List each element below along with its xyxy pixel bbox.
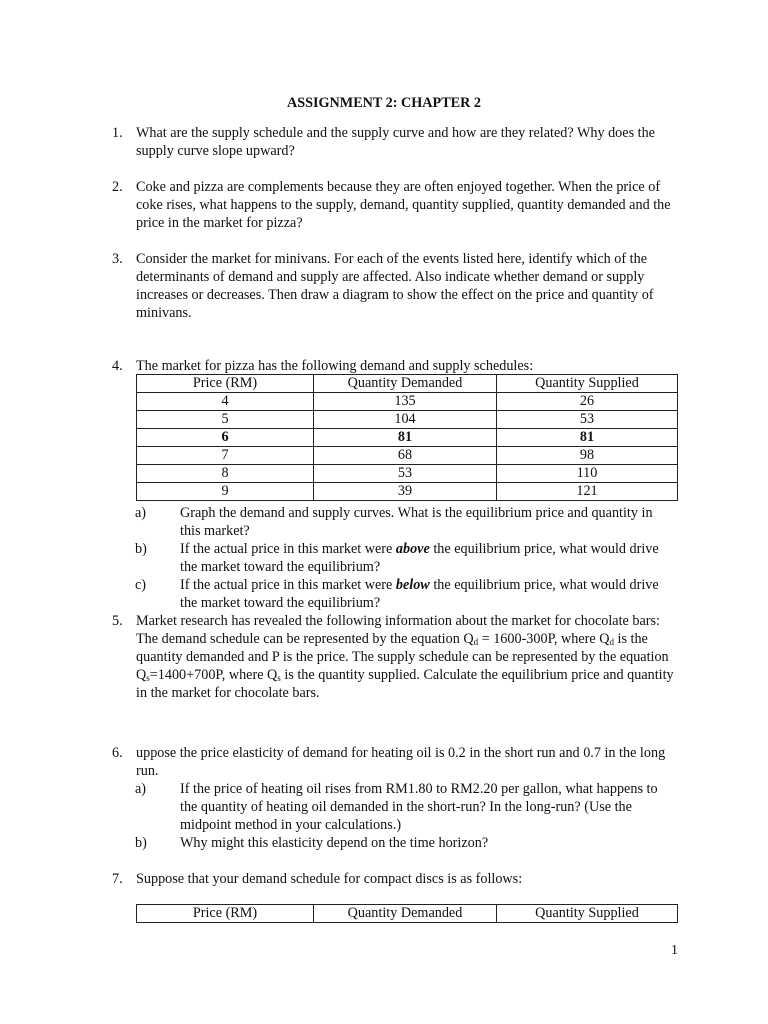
table-cell: 9 <box>137 483 314 501</box>
table-row <box>137 411 678 429</box>
question-text: The market for pizza has the following demand and supply schedules: <box>136 358 534 374</box>
question-6-part-b <box>135 834 675 852</box>
table-cell: 4 <box>137 393 314 411</box>
question-2 <box>112 178 677 232</box>
question-text: Suppose that your demand schedule for compact discs is as follows: <box>136 871 523 887</box>
table-cell: 7 <box>137 447 314 465</box>
question-text: What are the supply schedule and the supply curve and how are they related? Why does the supply curve slope upward? <box>136 125 655 159</box>
part-label: c) <box>135 577 147 593</box>
question-6-part-a <box>135 780 675 834</box>
question-1 <box>112 124 677 160</box>
part-label: a) <box>135 505 147 521</box>
table-cell: 8 <box>137 465 314 483</box>
table-cell: 121 <box>497 483 678 501</box>
table-cell: 53 <box>314 465 497 483</box>
table-header-row <box>137 375 678 393</box>
question-text: Coke and pizza are complements because they are often enjoyed together. When the price of coke rises, what happens to the supply, demand, quantity supplied, quantity demanded and the price in the market for pizza? <box>136 179 671 231</box>
table-cell: 81 <box>314 429 497 447</box>
table-cell: 39 <box>314 483 497 501</box>
table-row <box>137 393 678 411</box>
question-7 <box>112 870 677 888</box>
part-text: Graph the demand and supply curves. What is the equilibrium price and quantity in this market? <box>180 505 653 539</box>
table-cell: 53 <box>497 411 678 429</box>
question-5 <box>112 612 677 702</box>
part-text: If the actual price in this market were below the equilibrium price, what would drive the market toward the equilibrium? <box>180 577 659 611</box>
column-header: Quantity Supplied <box>497 375 678 393</box>
column-header: Price (RM) <box>137 905 314 923</box>
question-text: Consider the market for minivans. For each of the events listed here, identify which of the determinants of demand and supply are affected. Also indicate whether demand or supply increases or decreases. Then draw a diagram to show the effect on the price and quantity of minivans. <box>136 251 654 321</box>
question-number: 3. <box>112 251 123 267</box>
question-number: 1. <box>112 125 123 141</box>
table-row <box>137 465 678 483</box>
question-number: 2. <box>112 179 123 195</box>
question-number: 4. <box>112 358 123 374</box>
question-text: uppose the price elasticity of demand for heating oil is 0.2 in the short run and 0.7 in the long run. <box>136 745 666 779</box>
part-label: b) <box>135 835 147 851</box>
table-header-row <box>137 905 678 923</box>
table-cell: 81 <box>497 429 678 447</box>
question-4-part-b <box>135 540 675 576</box>
table-cell: 98 <box>497 447 678 465</box>
question-4 <box>112 357 677 375</box>
question-number: 5. <box>112 613 123 629</box>
question-number: 6. <box>112 745 123 761</box>
table-row <box>137 447 678 465</box>
emphasis-text: above <box>395 541 430 557</box>
question-4-part-a <box>135 504 675 540</box>
table-cell: 6 <box>137 429 314 447</box>
compact-disc-schedule-table <box>136 904 678 923</box>
column-header: Quantity Demanded <box>314 375 497 393</box>
page-number: 1 <box>671 943 678 958</box>
table-cell: 5 <box>137 411 314 429</box>
part-text: If the price of heating oil rises from RM1.80 to RM2.20 per gallon, what happens to the quantity of heating oil demanded in the short-run? In the long-run? (Use the midpoint method in your calculations.) <box>180 781 658 833</box>
table-row-equilibrium <box>137 429 678 447</box>
table-cell: 104 <box>314 411 497 429</box>
part-text: If the actual price in this market were above the equilibrium price, what would drive the market toward the equilibrium? <box>180 541 659 575</box>
question-text: Market research has revealed the following information about the market for chocolate bars: The demand schedule can be represented by the equation $Q_d = 1600-300P$, where $Q_d$ is the quantity demanded and P is the price. The supply schedule can be represented by the equation $Q_s=1400+700P$, where $Q_s$ is the quantity supplied. Calculate the equilibrium price and quantity in the market for chocolate bars. <box>136 613 674 701</box>
part-text: Why might this elasticity depend on the time horizon? <box>180 835 489 851</box>
question-6 <box>112 744 677 780</box>
table-row <box>137 483 678 501</box>
part-label: b) <box>135 541 147 557</box>
page-title: ASSIGNMENT 2: CHAPTER 2 <box>286 95 482 111</box>
question-3 <box>112 250 677 322</box>
question-number: 7. <box>112 871 123 887</box>
emphasis-text: below <box>395 577 430 593</box>
table-cell: 135 <box>314 393 497 411</box>
table-cell: 26 <box>497 393 678 411</box>
column-header: Price (RM) <box>137 375 314 393</box>
table-cell: 110 <box>497 465 678 483</box>
column-header: Quantity Demanded <box>314 905 497 923</box>
table-cell: 68 <box>314 447 497 465</box>
column-header: Quantity Supplied <box>497 905 678 923</box>
question-4-part-c <box>135 576 675 612</box>
pizza-schedule-table <box>136 374 678 501</box>
part-label: a) <box>135 781 147 797</box>
